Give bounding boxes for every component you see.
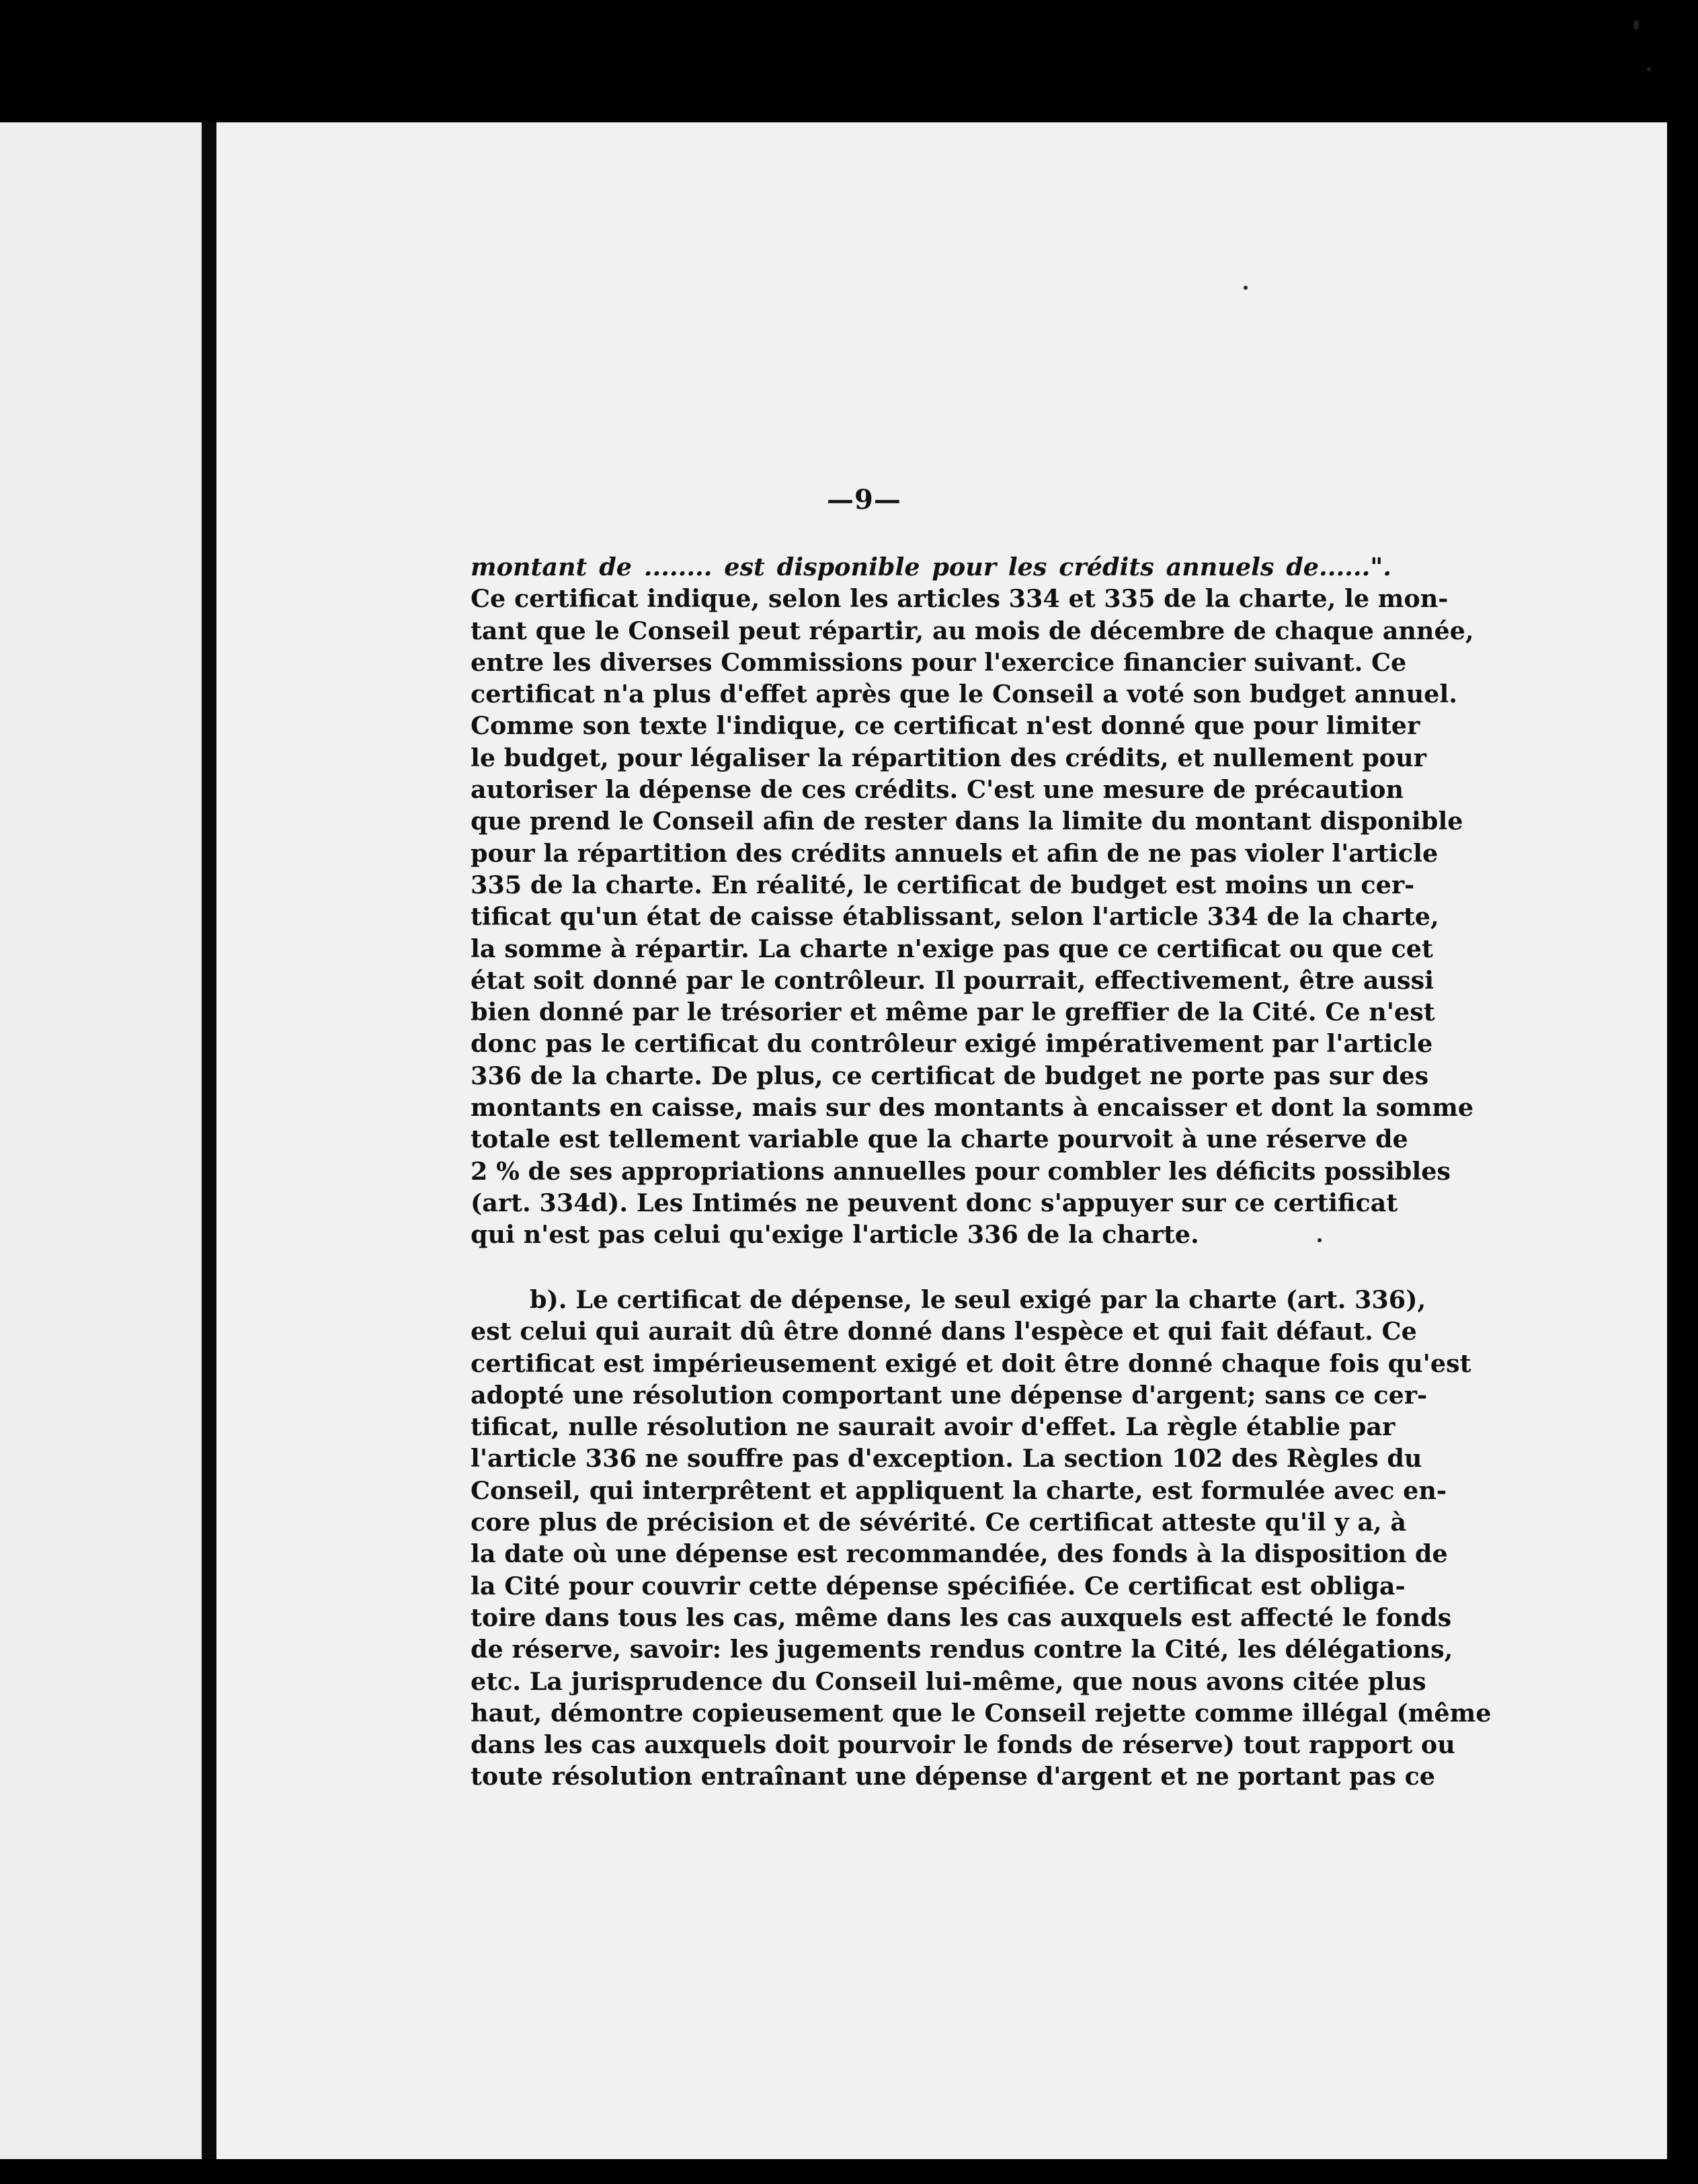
text-line: entre les diverses Commissions pour l'exercice financier suivant. Ce xyxy=(471,647,1407,677)
scan-speck xyxy=(1633,20,1639,30)
text-line: Ce certificat indique, selon les articles 334 et 335 de la charte, le mon- xyxy=(471,584,1449,614)
text-line: b). Le certificat de dépense, le seul exigé par la charte (art. 336), xyxy=(530,1285,1426,1314)
text-line: qui n'est pas celui qu'exige l'article 336 de la charte. xyxy=(471,1220,1199,1250)
text-line: donc pas le certificat du contrôleur exigé impérativement par l'article xyxy=(471,1029,1433,1059)
text-line: l'article 336 ne souffre pas d'exception. La section 102 des Règles du xyxy=(471,1444,1422,1473)
scan-speck xyxy=(1244,286,1248,290)
text-line: la somme à répartir. La charte n'exige pas que ce certificat ou que cet xyxy=(471,934,1433,963)
text-line: tant que le Conseil peut répartir, au mois de décembre de chaque année, xyxy=(471,616,1474,645)
text-line: montant de ........ est disponible pour les crédits annuels de......". xyxy=(471,553,1391,581)
text-line: adopté une résolution comportant une dépense d'argent; sans ce cer- xyxy=(471,1380,1428,1410)
page-number: —9— xyxy=(827,484,901,516)
text-line: tificat, nulle résolution ne saurait avoir d'effet. La règle établie par xyxy=(471,1412,1396,1442)
text-line: le budget, pour légaliser la répartition des crédits, et nullement pour xyxy=(471,743,1426,772)
scan-speck xyxy=(1318,1238,1322,1242)
text-line: montants en caisse, mais sur des montants à encaisser et dont la somme xyxy=(471,1093,1474,1123)
text-line: Conseil, qui interprêtent et appliquent la charte, est formulée avec en- xyxy=(471,1475,1447,1505)
text-line: bien donné par le trésorier et même par le greffier de la Cité. Ce n'est xyxy=(471,998,1435,1027)
text-line: la Cité pour couvrir cette dépense spécifiée. Ce certificat est obliga- xyxy=(471,1571,1406,1601)
text-line: tificat qu'un état de caisse établissant, selon l'article 334 de la charte, xyxy=(471,902,1439,932)
page-bottom-border xyxy=(0,2159,1698,2184)
text-line: core plus de précision et de sévérité. Ce certificat atteste qu'il y a, à xyxy=(471,1508,1407,1537)
text-line: que prend le Conseil afin de rester dans la limite du montant disponible xyxy=(471,807,1463,836)
page-binding-shadow xyxy=(202,122,216,2159)
text-line: certificat n'a plus d'effet après que le Conseil a voté son budget annuel. xyxy=(471,680,1457,709)
text-line: est celui qui aurait dû être donné dans l'espèce et qui fait défaut. Ce xyxy=(471,1317,1417,1346)
text-line: toire dans tous les cas, même dans les cas auxquels est affecté le fonds xyxy=(471,1603,1452,1632)
text-line: autoriser la dépense de ces crédits. C'est une mesure de précaution xyxy=(471,775,1404,805)
text-line: haut, démontre copieusement que le Conseil rejette comme illégal (même xyxy=(471,1698,1492,1728)
paragraph-budget-certificate xyxy=(471,551,1474,1251)
text-line: certificat est impérieusement exigé et doit être donné chaque fois qu'est xyxy=(471,1348,1471,1378)
text-line: état soit donné par le contrôleur. Il pourrait, effectivement, être aussi xyxy=(471,965,1434,995)
text-line: 336 de la charte. De plus, ce certificat de budget ne porte pas sur des xyxy=(471,1061,1429,1090)
paragraph-expense-certificate xyxy=(471,1284,1492,1793)
text-line: 2 % de ses appropriations annuelles pour combler les déficits possibles xyxy=(471,1156,1451,1186)
text-line: (art. 334d). Les Intimés ne peuvent donc s'appuyer sur ce certificat xyxy=(471,1188,1398,1217)
text-line: totale est tellement variable que la charte pourvoit à une réserve de xyxy=(471,1125,1408,1154)
text-line: 335 de la charte. En réalité, le certificat de budget est moins un cer- xyxy=(471,870,1415,899)
page-left-margin xyxy=(0,122,202,2184)
text-line: pour la répartition des crédits annuels et afin de ne pas violer l'article xyxy=(471,838,1439,868)
scan-speck xyxy=(1647,67,1651,71)
text-line: etc. La jurisprudence du Conseil lui-même, que nous avons citée plus xyxy=(471,1666,1426,1696)
text-line: toute résolution entraînant une dépense d'argent et ne portant pas ce xyxy=(471,1762,1436,1791)
text-line: dans les cas auxquels doit pourvoir le fonds de réserve) tout rapport ou xyxy=(471,1730,1455,1760)
text-line: de réserve, savoir: les jugements rendus contre la Cité, les délégations, xyxy=(471,1635,1453,1664)
text-line: Comme son texte l'indique, ce certificat n'est donné que pour limiter xyxy=(471,711,1420,741)
text-line: la date où une dépense est recommandée, des fonds à la disposition de xyxy=(471,1539,1448,1569)
